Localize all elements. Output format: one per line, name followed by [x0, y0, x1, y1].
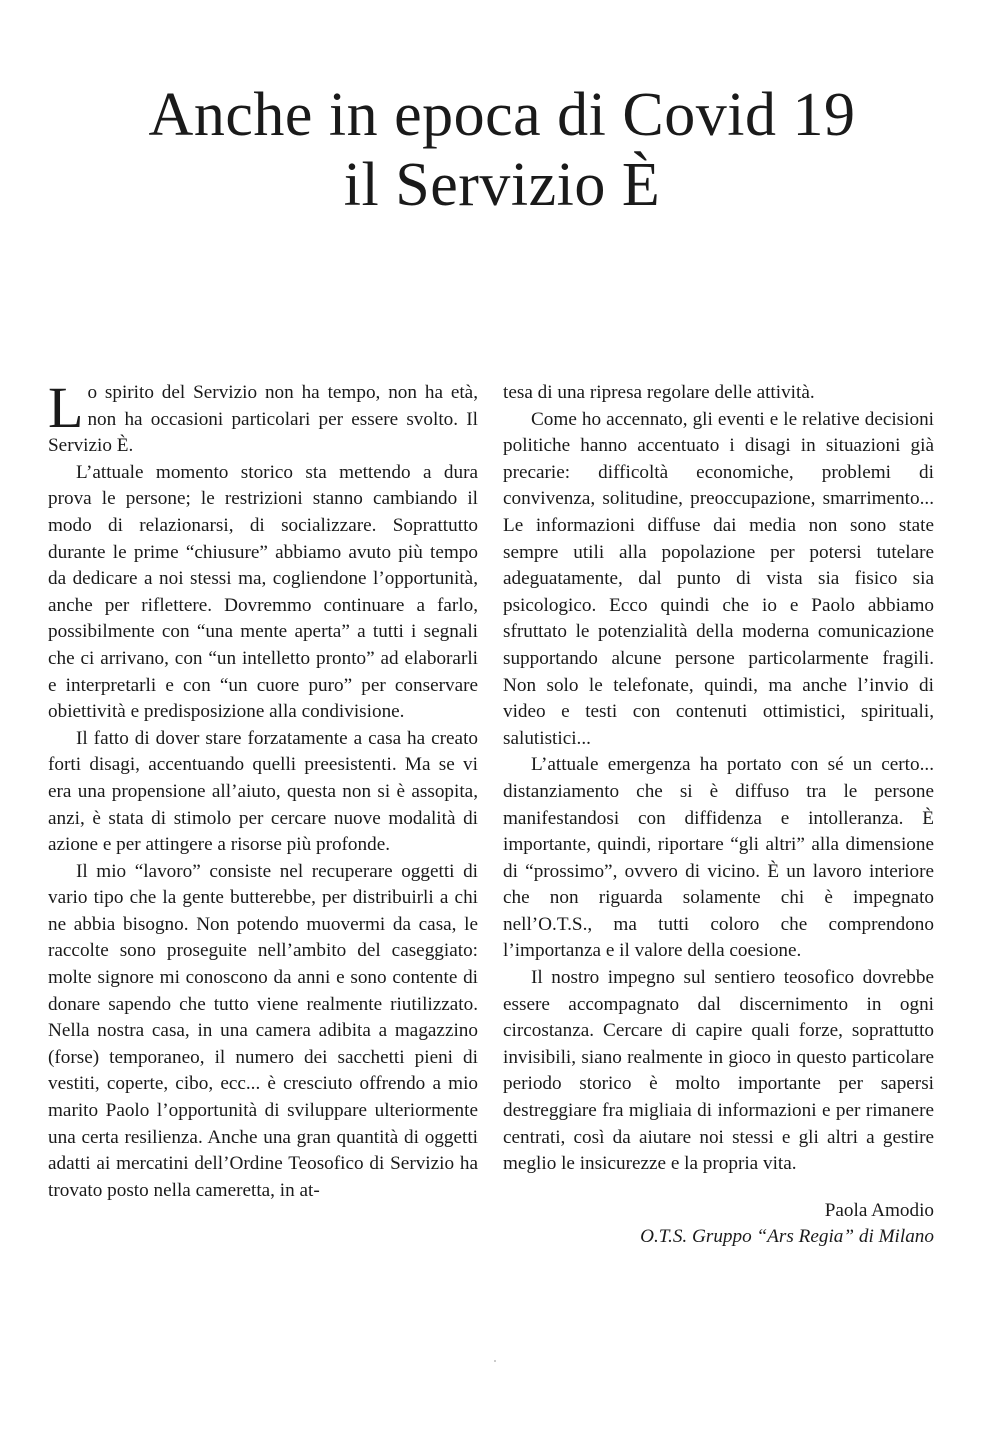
right-column	[503, 380, 934, 1251]
paragraph-1-text: o spirito del Servizio non ha tempo, non ha età, non ha occasioni particolari per essere svolto. Il Servizio È.	[48, 382, 478, 457]
left-column	[48, 375, 478, 1204]
paragraph-6: L’attuale emergenza ha portato con sé un certo... distanziamento che si è diffuso tra le persone manifestandosi con diffidenza e intolleranza. È importante, quindi, riportare “gli altri” alla dimensione di “prossimo”, ovvero di vicino. È un lavoro interiore che non riguarda solamente chi è impegnato nell’O.T.S., ma tutti coloro che comprendono l’importanza e il valore della coesione.	[503, 754, 934, 962]
page-mark	[494, 1360, 496, 1362]
paragraph-4-continued: tesa di una ripresa regolare delle attività.	[503, 382, 815, 403]
paragraph-3: Il fatto di dover stare forzatamente a casa ha creato forti disagi, accentuando quelli preesistenti. Ma se vi era una propensione all’aiuto, questa non si è assopita, anzi, è stata di stimolo per cercare nuove modalità di azione e per attingere a risorse più profonde.	[48, 727, 478, 856]
paragraph-4: Il mio “lavoro” consiste nel recuperare oggetti di vario tipo che la gente butterebbe, per distribuirli a chi ne abbia bisogno. Non potendo muovermi da casa, le raccolte sono proseguite nell’ambito del caseggiato: molte signore mi conoscono da anni e sono contente di donare sapendo che tutto viene realmente riutilizzato. Nella nostra casa, in una camera adibita a magazzino (forse) temporaneo, il numero dei sacchetti pieni di vestiti, coperte, cibo, ecc... è cresciuto offrendo a mio marito Paolo l’opportunità di sviluppare ulteriormente una certa resilienza. Anche una gran quantità di oggetti adatti ai mercatini dell’Ordine Teosofico di Servizio ha trovato posto nella cameretta, in at-	[48, 860, 478, 1201]
signature-group: O.T.S. Gruppo “Ars Regia” di Milano	[640, 1226, 934, 1248]
paragraph-7: Il nostro impegno sul sentiero teosofico dovrebbe essere accompagnato dal discernimento in ogni circostanza. Cercare di capire quali forze, soprattutto invisibili, siano realmente in gioco in questo particolare periodo storico è molto importante per sapersi destreggiare fra migliaia di informazioni e per rimanere centrati, così da aiutare noi stessi e gli altri a gestire meglio le insicurezze e la propria vita.	[503, 967, 934, 1175]
paragraph-2: L’attuale momento storico sta mettendo a dura prova le persone; le restrizioni stanno cambiando il modo di relazionarsi, di socializzare. Soprattutto durante le prime “chiusure” abbiamo avuto più tempo da dedicare a noi stessi ma, cogliendone l’opportunità, anche per riflettere. Dovremmo continuare a farlo, possibilmente con “una mente aperta” a tutti i segnali che ci arrivano, con “un intelletto pronto” ad elaborarli e interpretarli e con “un cuore puro” per conservare obiettività e predisposizione alla condivisione.	[48, 461, 478, 723]
title-line-2: il Servizio È	[343, 151, 661, 219]
paragraph-1	[48, 375, 478, 460]
paragraph-5: Come ho accennato, gli eventi e le relative decisioni politiche hanno accentuato i disagi in situazioni già precarie: difficoltà economiche, problemi di convivenza, solitudine, preoccupazione, smarrimento... Le informazioni diffuse dai media non sono state sempre utili alla popolazione per potersi tutelare adeguatamente, dal punto di vista sia fisico sia psicologico. Ecco quindi che io e Paolo abbiamo sfruttato le potenzialità della moderna comunicazione supportando alcune persone particolarmente fragili. Non solo le telefonate, quindi, ma anche l’invio di video e testi con contenuti ottimistici, spirituali, salutistici...	[503, 408, 934, 749]
title-line-1: Anche in epoca di Covid 19	[148, 81, 856, 149]
signature-author: Paola Amodio	[824, 1199, 934, 1221]
page-title	[0, 80, 1004, 220]
drop-cap: L	[48, 375, 84, 440]
signature	[503, 1198, 934, 1251]
